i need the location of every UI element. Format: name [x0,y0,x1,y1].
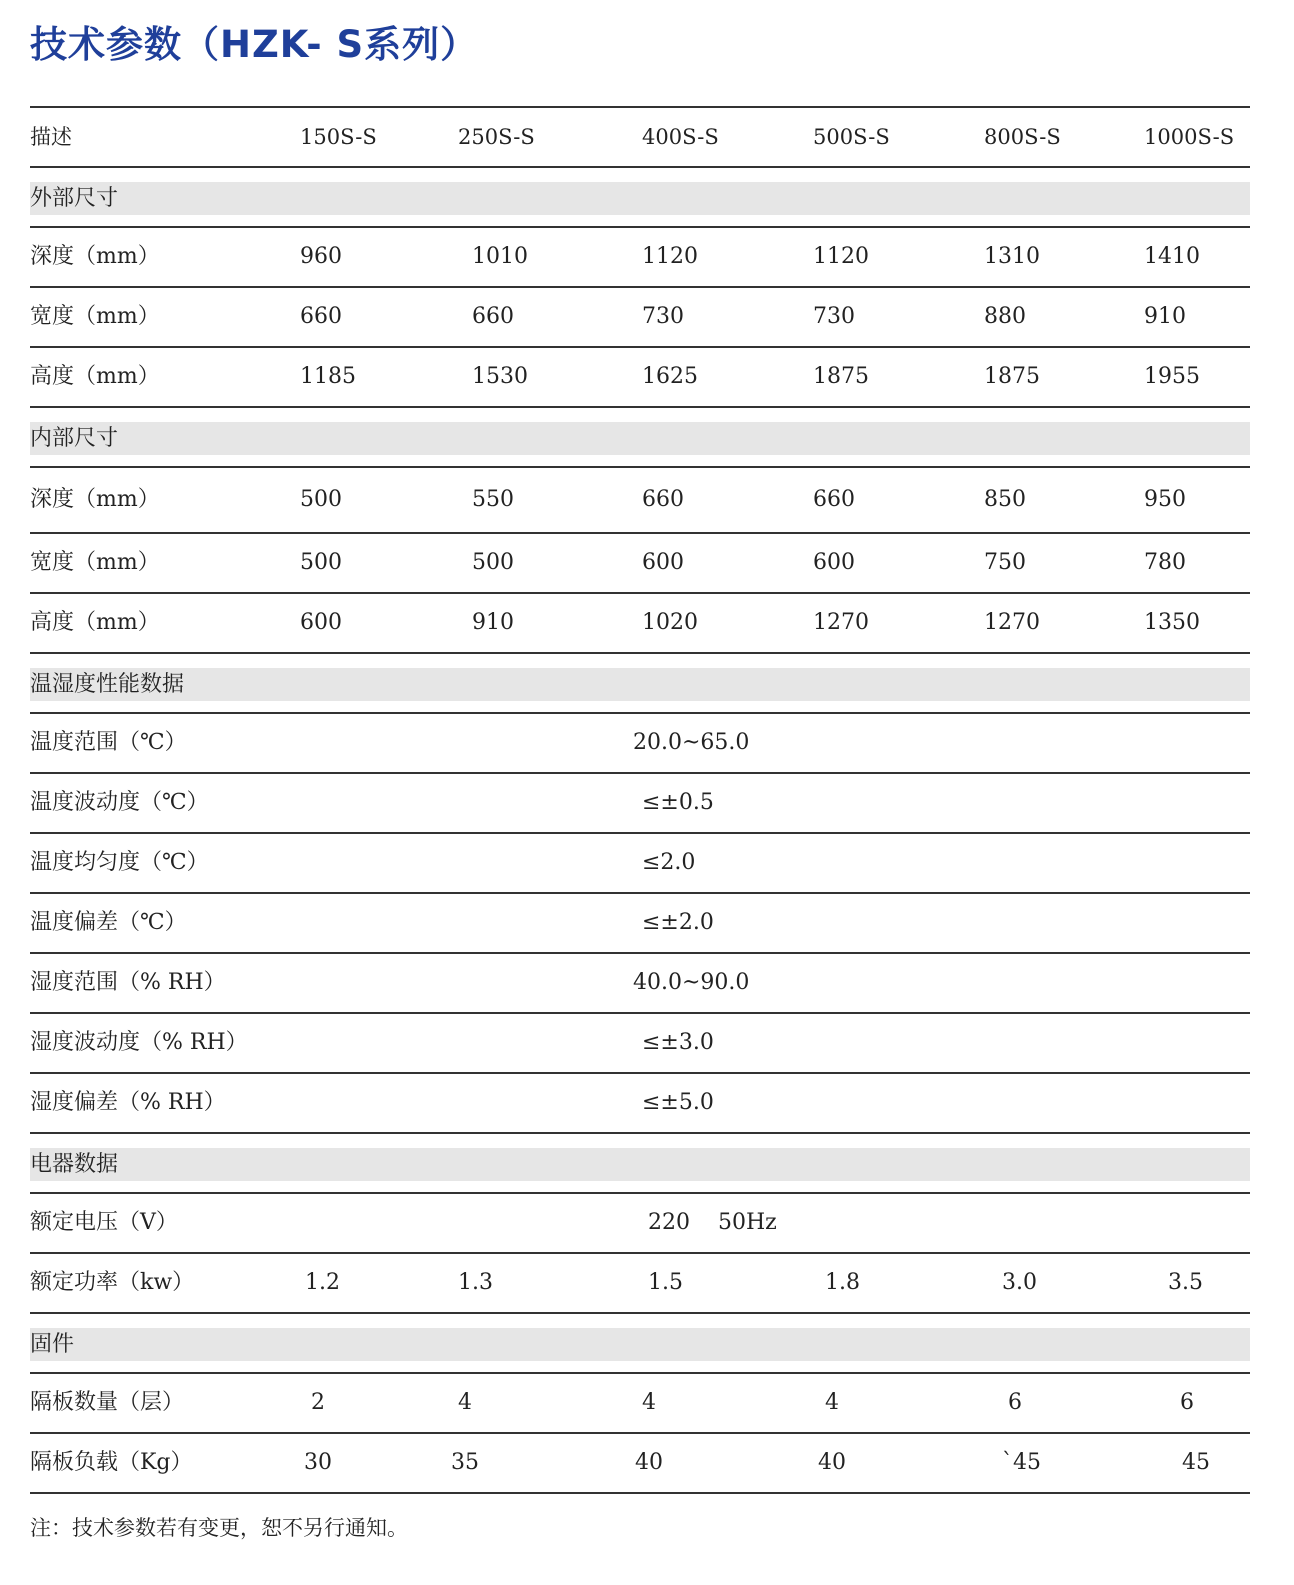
cell: 950 [1144,487,1186,512]
row-label: 温度波动度（℃） [30,790,209,815]
row-label: 温度均匀度（℃） [30,850,209,875]
row-label: 高度（mm） [30,364,160,389]
cell: 910 [472,610,514,635]
cell: 1.8 [825,1270,860,1295]
table-row [30,1014,1250,1074]
table-row [30,1254,1250,1314]
cell: ≤±5.0 [642,1090,714,1115]
cell: 220 50Hz [648,1210,777,1235]
row-label: 隔板负载（Kg） [30,1450,193,1475]
cell: 660 [642,487,684,512]
table-row [30,468,1250,534]
cell: 1120 [642,244,698,269]
section-title: 外部尺寸 [30,186,119,211]
cell: 35 [451,1450,479,1475]
row-label: 深度（mm） [30,244,160,269]
row-label: 宽度（mm） [30,550,160,575]
cell: 660 [472,304,514,329]
cell: 780 [1144,550,1186,575]
cell: 1530 [472,364,528,389]
header-model: 1000S-S [1144,125,1235,149]
row-label: 湿度偏差（% RH） [30,1090,226,1115]
cell: 880 [984,304,1026,329]
cell: 4 [825,1390,839,1415]
section-external [30,168,1250,228]
cell: 3.5 [1168,1270,1203,1295]
section-title: 电器数据 [30,1152,119,1177]
cell: 500 [300,487,342,512]
table-row [30,1194,1250,1254]
table-row [30,348,1250,408]
cell: 910 [1144,304,1186,329]
cell: 2 [311,1390,325,1415]
cell: 1.5 [648,1270,683,1295]
header-desc: 描述 [30,125,72,149]
row-label: 温度偏差（℃） [30,910,187,935]
section-internal [30,408,1250,468]
section-title: 固件 [30,1332,75,1357]
section-electrical [30,1134,1250,1194]
cell: 730 [642,304,684,329]
cell: 1.3 [458,1270,493,1295]
cell: 40 [635,1450,663,1475]
cell: 1120 [813,244,869,269]
page-title: 技术参数（HZK- S系列） [30,23,479,66]
cell: 40.0~90.0 [633,970,750,995]
cell: 600 [642,550,684,575]
cell: 500 [472,550,514,575]
header-model: 150S-S [300,125,377,149]
table-row [30,774,1250,834]
cell: 1875 [813,364,869,389]
header-model: 500S-S [813,125,890,149]
table-row [30,594,1250,654]
cell: 600 [813,550,855,575]
cell: 1270 [813,610,869,635]
section-title: 温湿度性能数据 [30,672,185,697]
cell: 660 [813,487,855,512]
row-label: 隔板数量（层） [30,1390,185,1415]
header-model: 400S-S [642,125,719,149]
table-row [30,288,1250,348]
cell: 660 [300,304,342,329]
section-performance [30,654,1250,714]
cell: 4 [642,1390,656,1415]
row-label: 高度（mm） [30,610,160,635]
cell: 750 [984,550,1026,575]
cell: 550 [472,487,514,512]
cell: 20.0~65.0 [633,730,750,755]
cell: ≤±2.0 [642,910,714,935]
cell: `45 [1002,1450,1041,1475]
cell: 3.0 [1002,1270,1037,1295]
cell: 1185 [300,364,356,389]
cell: 4 [458,1390,472,1415]
cell: 1010 [472,244,528,269]
cell: 1410 [1144,244,1200,269]
table-row [30,1374,1250,1434]
cell: 1.2 [305,1270,340,1295]
spec-table [30,106,1250,1494]
cell: 30 [304,1450,332,1475]
cell: 850 [984,487,1026,512]
cell: 500 [300,550,342,575]
cell: 1875 [984,364,1040,389]
cell: 600 [300,610,342,635]
cell: 1350 [1144,610,1200,635]
cell: 6 [1180,1390,1194,1415]
table-row [30,1434,1250,1494]
table-row [30,954,1250,1014]
row-label: 宽度（mm） [30,304,160,329]
cell: 1955 [1144,364,1200,389]
cell: 45 [1182,1450,1210,1475]
row-label: 温度范围（℃） [30,730,187,755]
cell: 1020 [642,610,698,635]
cell: 40 [818,1450,846,1475]
section-fixtures [30,1314,1250,1374]
row-label: 湿度范围（% RH） [30,970,226,995]
cell: 730 [813,304,855,329]
table-row [30,834,1250,894]
table-row [30,228,1250,288]
cell: 1310 [984,244,1040,269]
footnote: 注：技术参数若有变更，恕不另行通知。 [30,1516,408,1540]
cell: 960 [300,244,342,269]
row-label: 深度（mm） [30,487,160,512]
table-header-row [30,108,1250,168]
row-label: 额定电压（V） [30,1210,178,1235]
cell: ≤±0.5 [642,790,714,815]
cell: 1270 [984,610,1040,635]
table-row [30,1074,1250,1134]
table-row [30,534,1250,594]
cell: 1625 [642,364,698,389]
cell: ≤±3.0 [642,1030,714,1055]
cell: 6 [1008,1390,1022,1415]
header-model: 800S-S [984,125,1061,149]
row-label: 湿度波动度（% RH） [30,1030,248,1055]
table-row [30,894,1250,954]
section-title: 内部尺寸 [30,426,119,451]
row-label: 额定功率（kw） [30,1270,195,1295]
header-model: 250S-S [458,125,535,149]
table-row [30,714,1250,774]
cell: ≤2.0 [642,850,696,875]
